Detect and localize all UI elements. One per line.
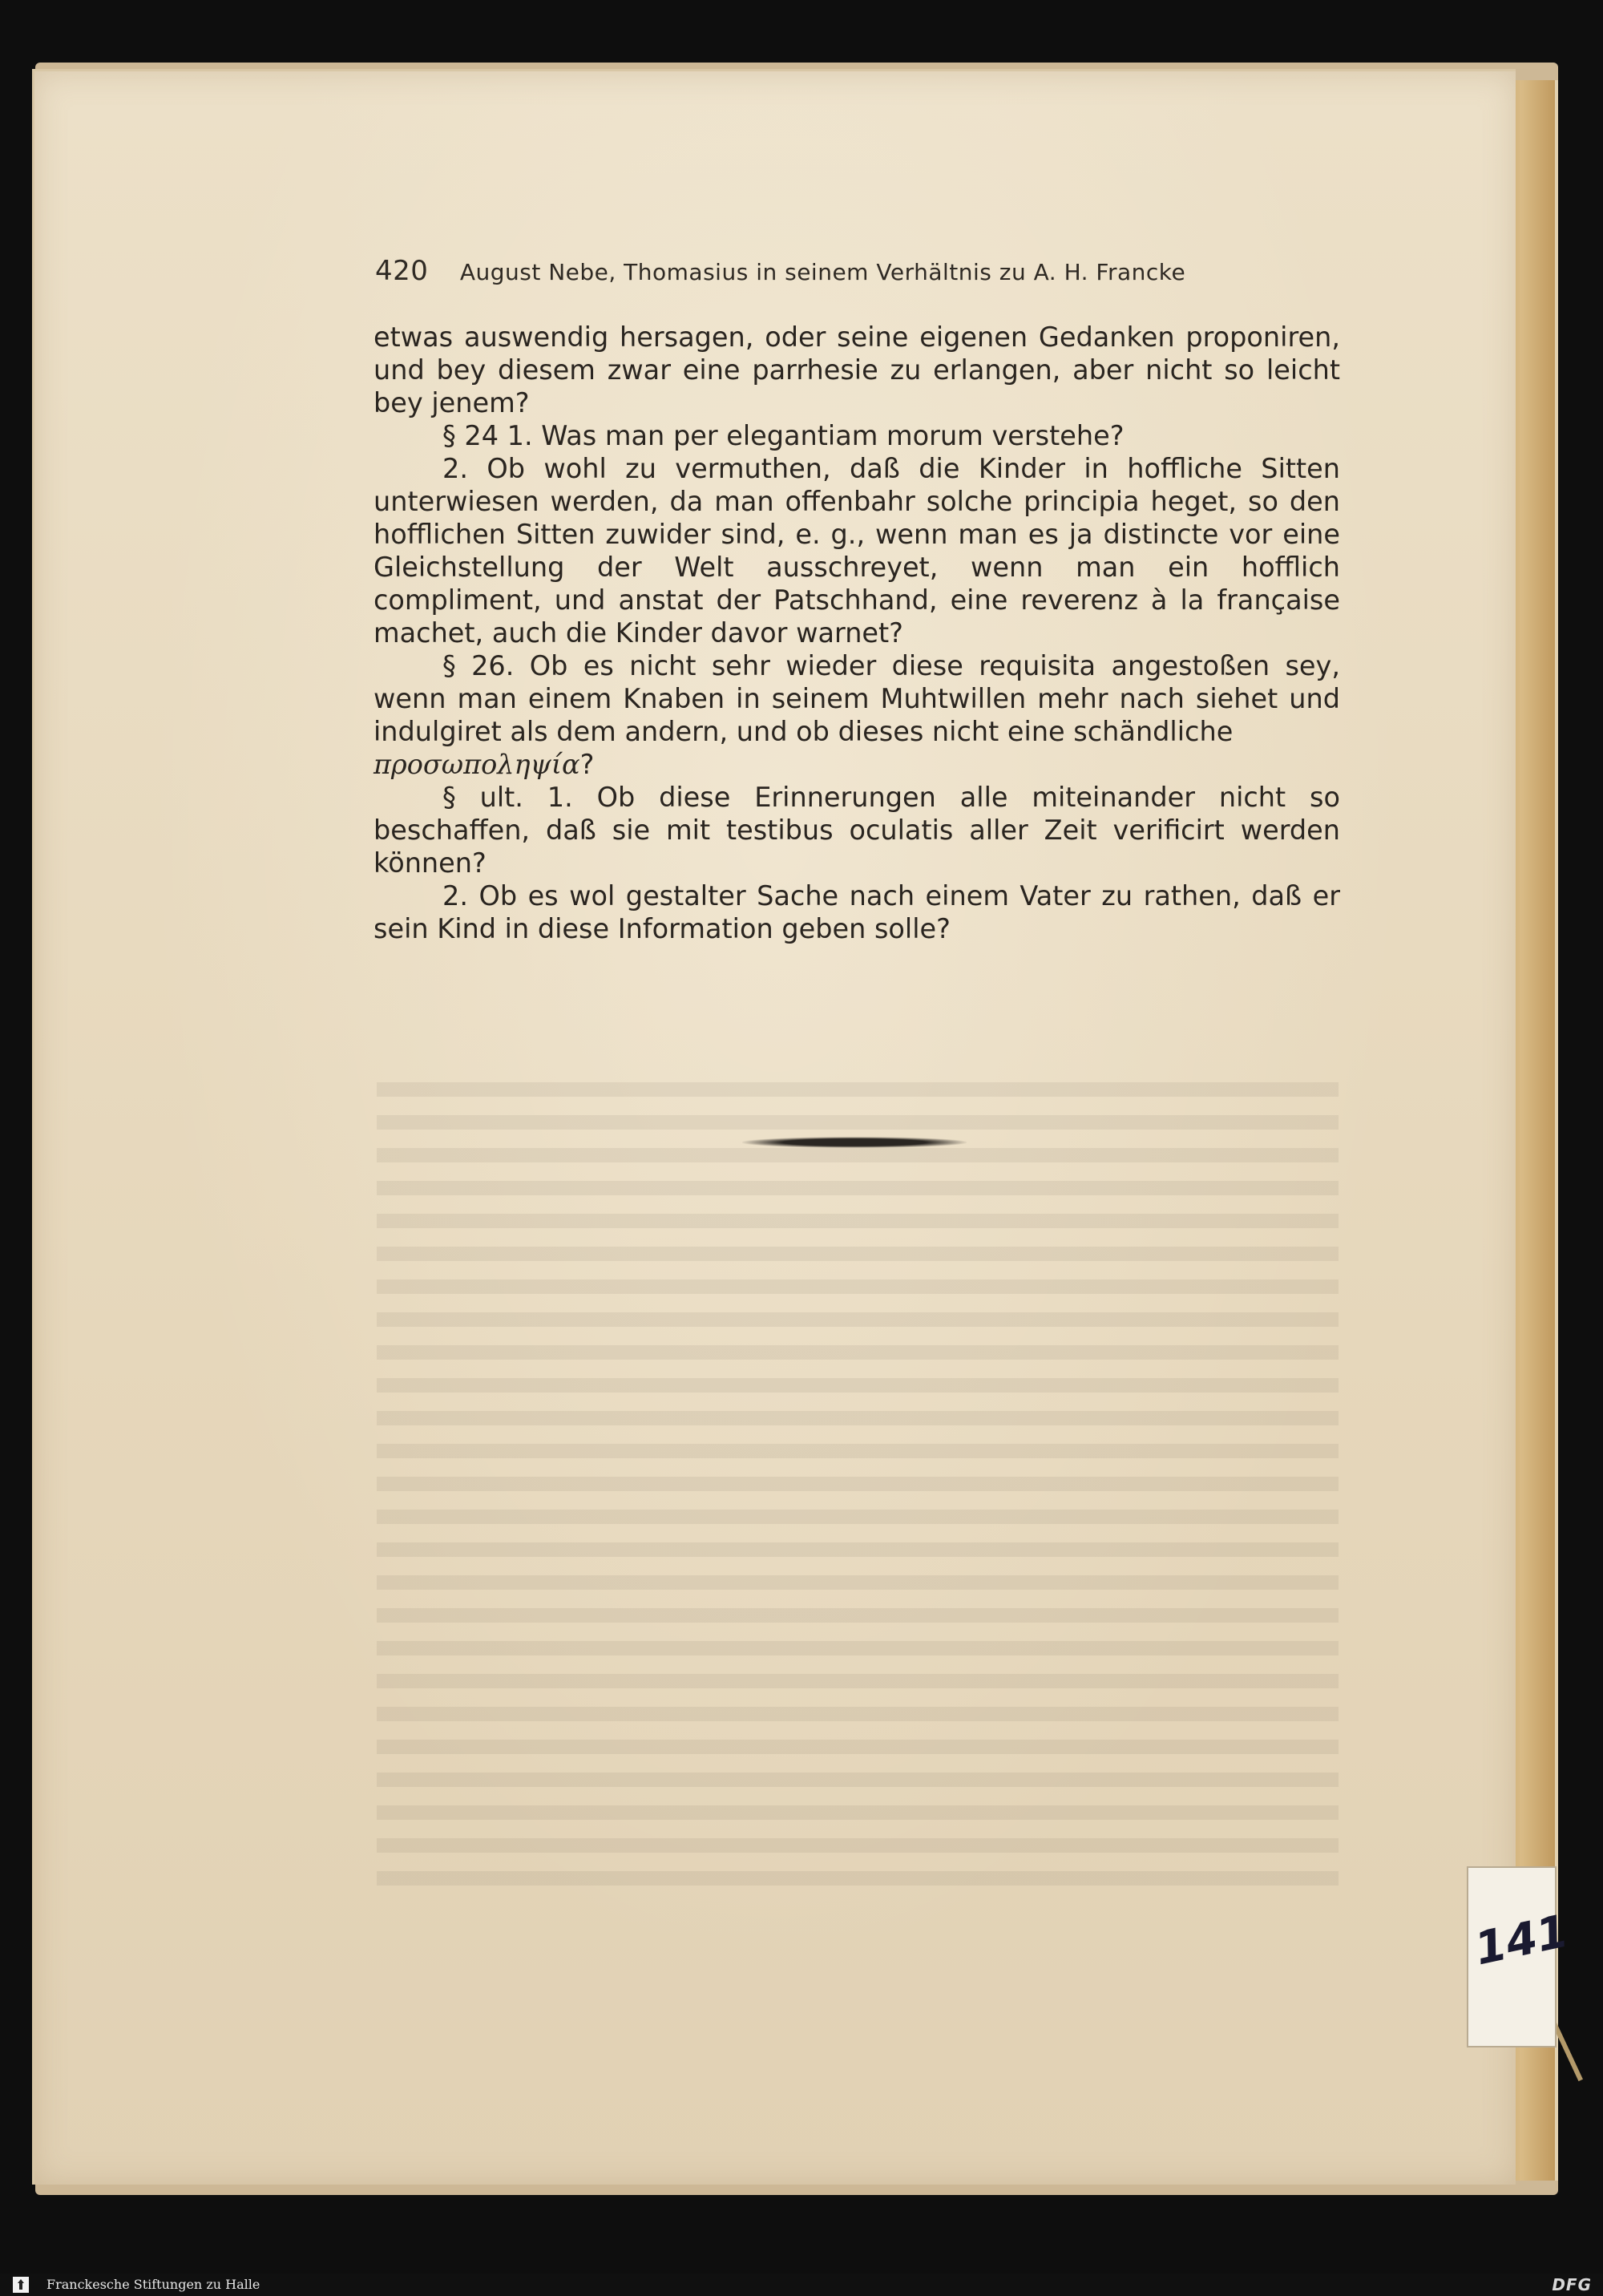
running-title: August Nebe, Thomasius in seinem Verhältnis zu A. H. Francke <box>459 259 1186 285</box>
paragraph: 2. Ob es wol gestalter Sache nach einem Vater zu rathen, daß er sein Kind in diese Information geben solle? <box>373 880 1340 944</box>
greek-suffix: ? <box>579 749 595 780</box>
dfg-logo: DFG <box>1552 2275 1592 2294</box>
institution-name: Franckesche Stiftungen zu Halle <box>46 2277 260 2292</box>
greek-word: προσωποληψία <box>373 749 580 780</box>
show-through-text <box>377 1082 1339 1900</box>
body-text <box>373 321 1340 945</box>
page-number: 420 <box>375 255 429 287</box>
institution-logo-icon <box>11 2275 30 2294</box>
greek-line <box>373 748 1340 781</box>
archive-tag-number: 141 <box>1470 1905 1573 1976</box>
section-end-rule <box>742 1137 967 1148</box>
paragraph: 2. Ob wohl zu vermuthen, daß die Kinder in hoffliche Sitten unterwiesen werden, da man offenbahr solche principia heget, so den hofflichen Sitten zuwider sind, e. g., wenn man es ja distincte vor eine Gleichstellung der Welt ausschreyet, wenn man ein hofflich compliment, und anstat der Patschhand, eine reverenz à la française machet, auch die Kinder davor warnet? <box>373 453 1340 649</box>
paragraph: § 24 1. Was man per elegantiam morum verstehe? <box>442 420 1125 451</box>
viewer-footer <box>0 2274 1603 2296</box>
paragraph: § 26. Ob es nicht sehr wieder diese requisita angestoßen sey, wenn man einem Knaben in seinem Muhtwillen mehr nach siehet und indulgiret als dem andern, und ob dieses nicht eine schändliche <box>373 650 1340 747</box>
running-header <box>375 255 1337 287</box>
archive-tag <box>1467 1866 1573 2047</box>
paragraph: etwas auswendig hersagen, oder seine eigenen Gedanken proponiren, und bey diesem zwar eine parrhesie zu erlangen, aber nicht so leicht bey jenem? <box>373 321 1340 418</box>
paragraph: § ult. 1. Ob diese Erinnerungen alle miteinander nicht so beschaffen, daß sie mit testibus oculatis aller Zeit verificirt werden können? <box>373 782 1340 879</box>
